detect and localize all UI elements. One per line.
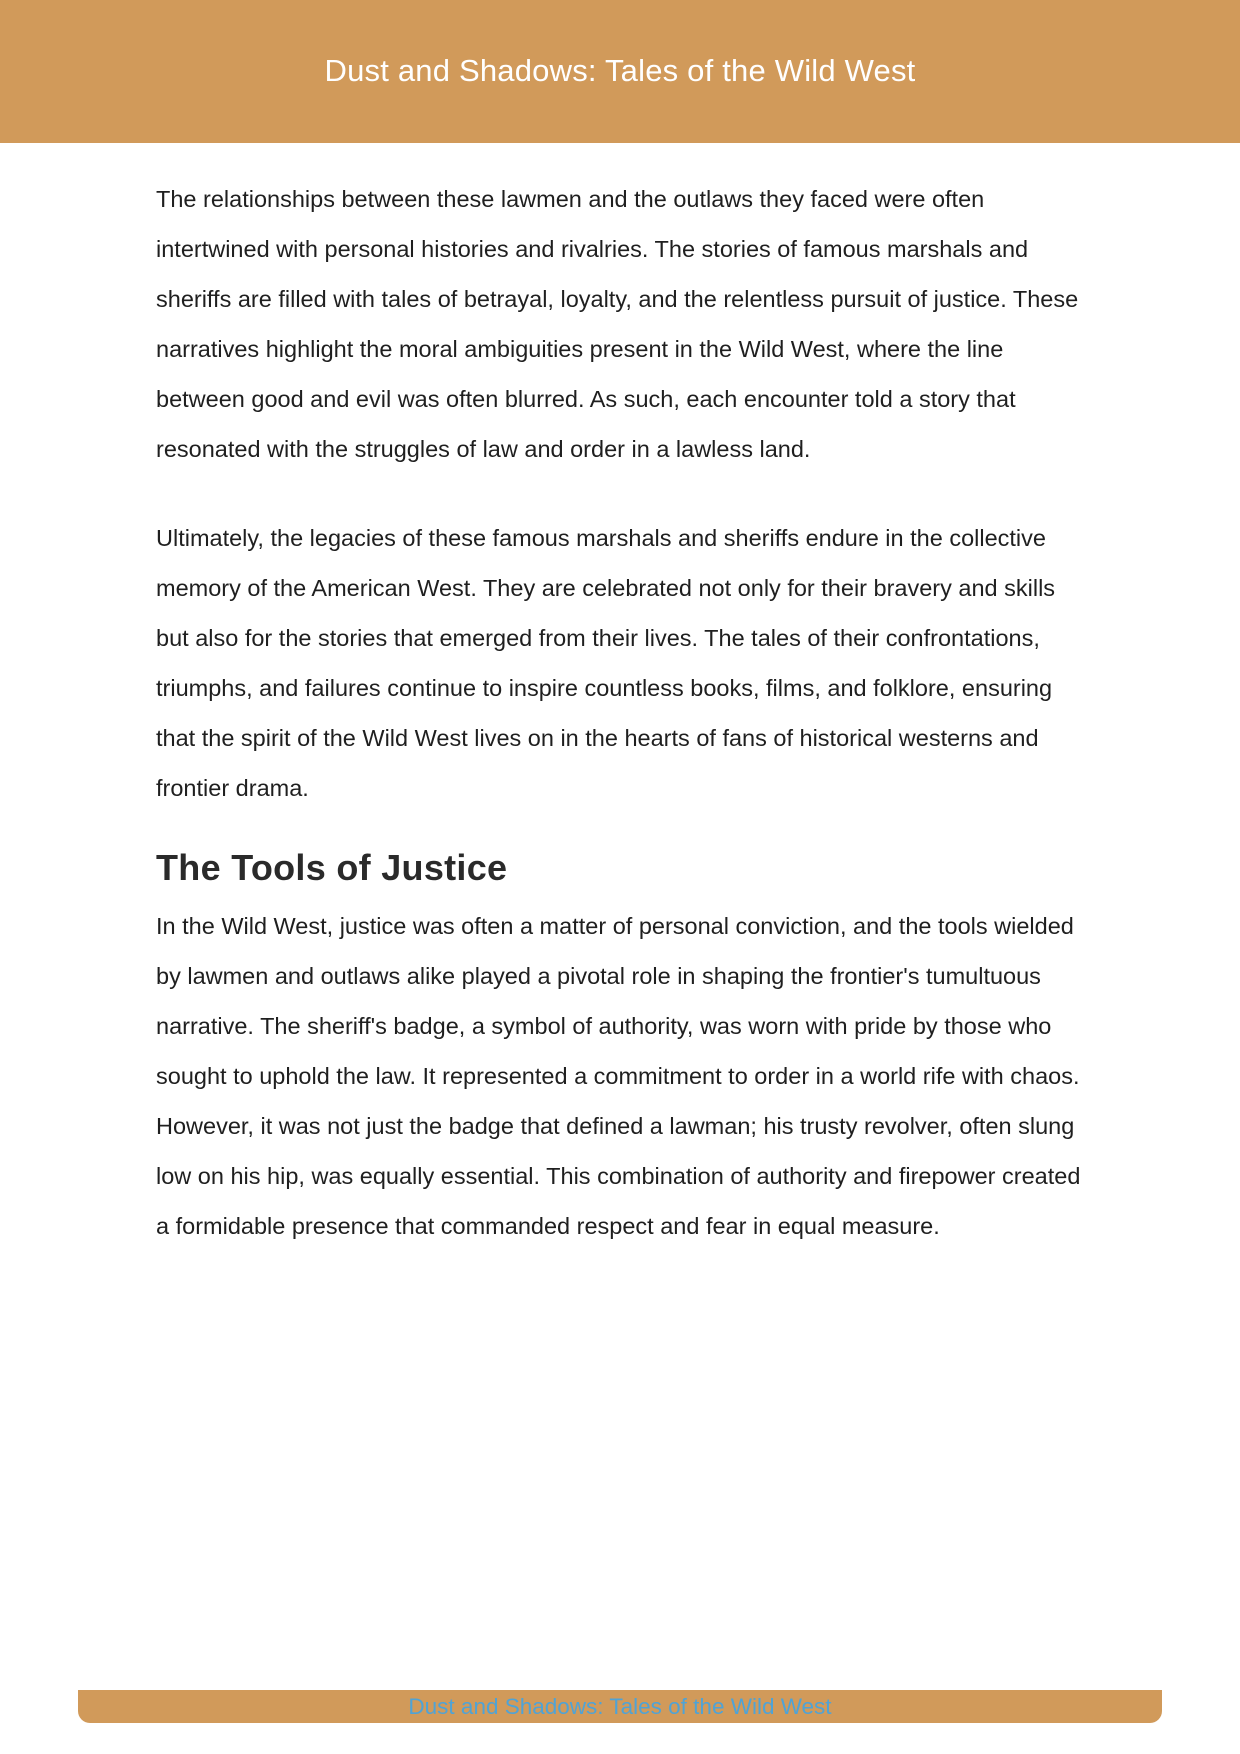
body-paragraph-1: The relationships between these lawmen and the outlaws they faced were often intertwined with personal histories and rivalries. The stories of famous marshals and sheriffs are filled with tales of betrayal, loyalty, and the relentless pursuit of justice. These narratives highlight the moral ambiguities present in the Wild West, where the line between good and evil was often blurred. As such, each encounter told a story that resonated with the struggles of law and order in a lawless land. [156,186,1079,462]
page-footer [78,1690,1162,1723]
section-heading: The Tools of Justice [156,847,508,888]
page-footer-title: Dust and Shadows: Tales of the Wild West [408,1694,832,1719]
section-paragraph: In the Wild West, justice was often a matter of personal conviction, and the tools wielded by lawmen and outlaws alike played a pivotal role in shaping the frontier's tumultuous narrative. The sheriff's badge, a symbol of authority, was worn with pride by those who sought to uphold the law. It represented a commitment to order in a world rife with chaos. However, it was not just the badge that defined a lawman; his trusty revolver, often slung low on his hip, was equally essential. This combination of authority and firepower created a formidable presence that commanded respect and fear in equal measure. [156,913,1081,1239]
body-paragraph-2: Ultimately, the legacies of these famous marshals and sheriffs endure in the collective memory of the American West. They are celebrated not only for their bravery and skills but also for the stories that emerged from their lives. The tales of their confrontations, triumphs, and failures continue to inspire countless books, films, and folklore, ensuring that the spirit of the Wild West lives on in the hearts of fans of historical westerns and frontier drama. [156,525,1056,801]
page-header [0,0,1240,143]
page-header-title: Dust and Shadows: Tales of the Wild West [324,53,916,88]
main-content [156,174,1091,1251]
